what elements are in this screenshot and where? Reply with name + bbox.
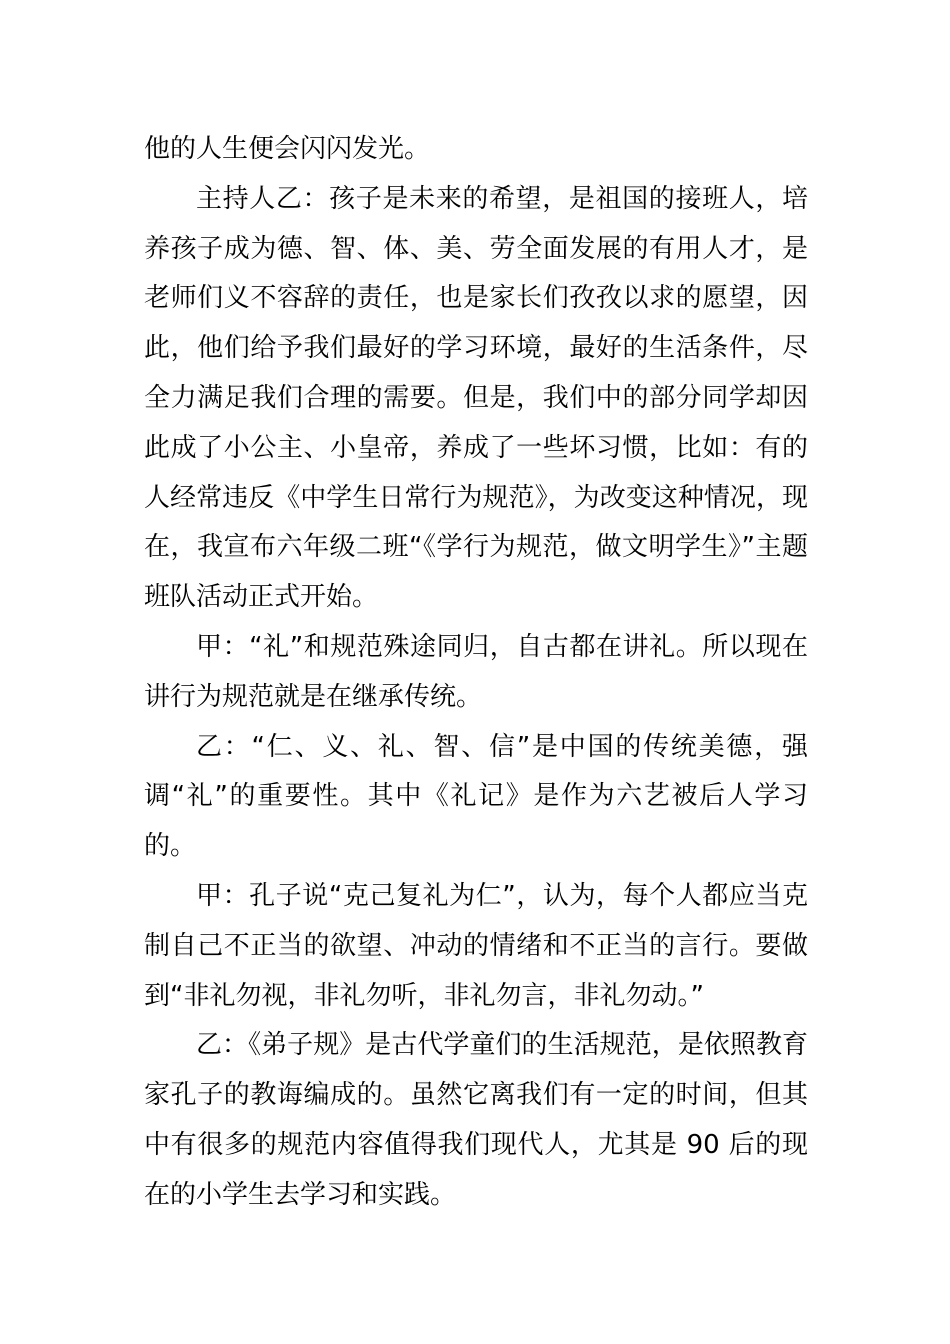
paragraph-host-b-intro: 主持人乙：孩子是未来的希望，是祖国的接班人，培养孩子成为德、智、体、美、劳全面发展的有用人才，是老师们义不容辞的责任，也是家长们孜孜以求的愿望，因此，他们给予我们最好的学习环境，最好的生活条件，尽全力满足我们合理的需要。但是，我们中的部分同学却因此成了小公主、小皇帝，养成了一些坏习惯，比如：有的人经常违反《中学生日常行为规范》，为改变这种情况，现在，我宣布六年级二班“《学行为规范，做文明学生》”主题班队活动正式开始。 (144, 183, 808, 613)
paragraph-a-li: 甲：“礼”和规范殊途同归，自古都在讲礼。所以现在讲行为规范就是在继承传统。 (144, 631, 808, 712)
paragraph-continuation: 他的人生便会闪闪发光。 (144, 134, 431, 164)
paragraph-b-virtues: 乙：“仁、义、礼、智、信”是中国的传统美德，强调“礼”的重要性。其中《礼记》是作为六艺被后人学习的。 (144, 731, 808, 862)
paragraph-b-dizigui: 乙：《弟子规》是古代学童们的生活规范，是依照教育家孔子的教诲编成的。虽然它离我们有一定的时间，但其中有很多的规范内容值得我们现代人，尤其是 90 后的现在的小学生去学习和实践。 (144, 1030, 808, 1210)
paragraph-a-confucius: 甲：孔子说“克己复礼为仁”，认为，每个人都应当克制自己不正当的欲望、冲动的情绪和不正当的言行。要做到“非礼勿视，非礼勿听，非礼勿言，非礼勿动。” (144, 880, 808, 1011)
document-body (144, 125, 808, 1221)
